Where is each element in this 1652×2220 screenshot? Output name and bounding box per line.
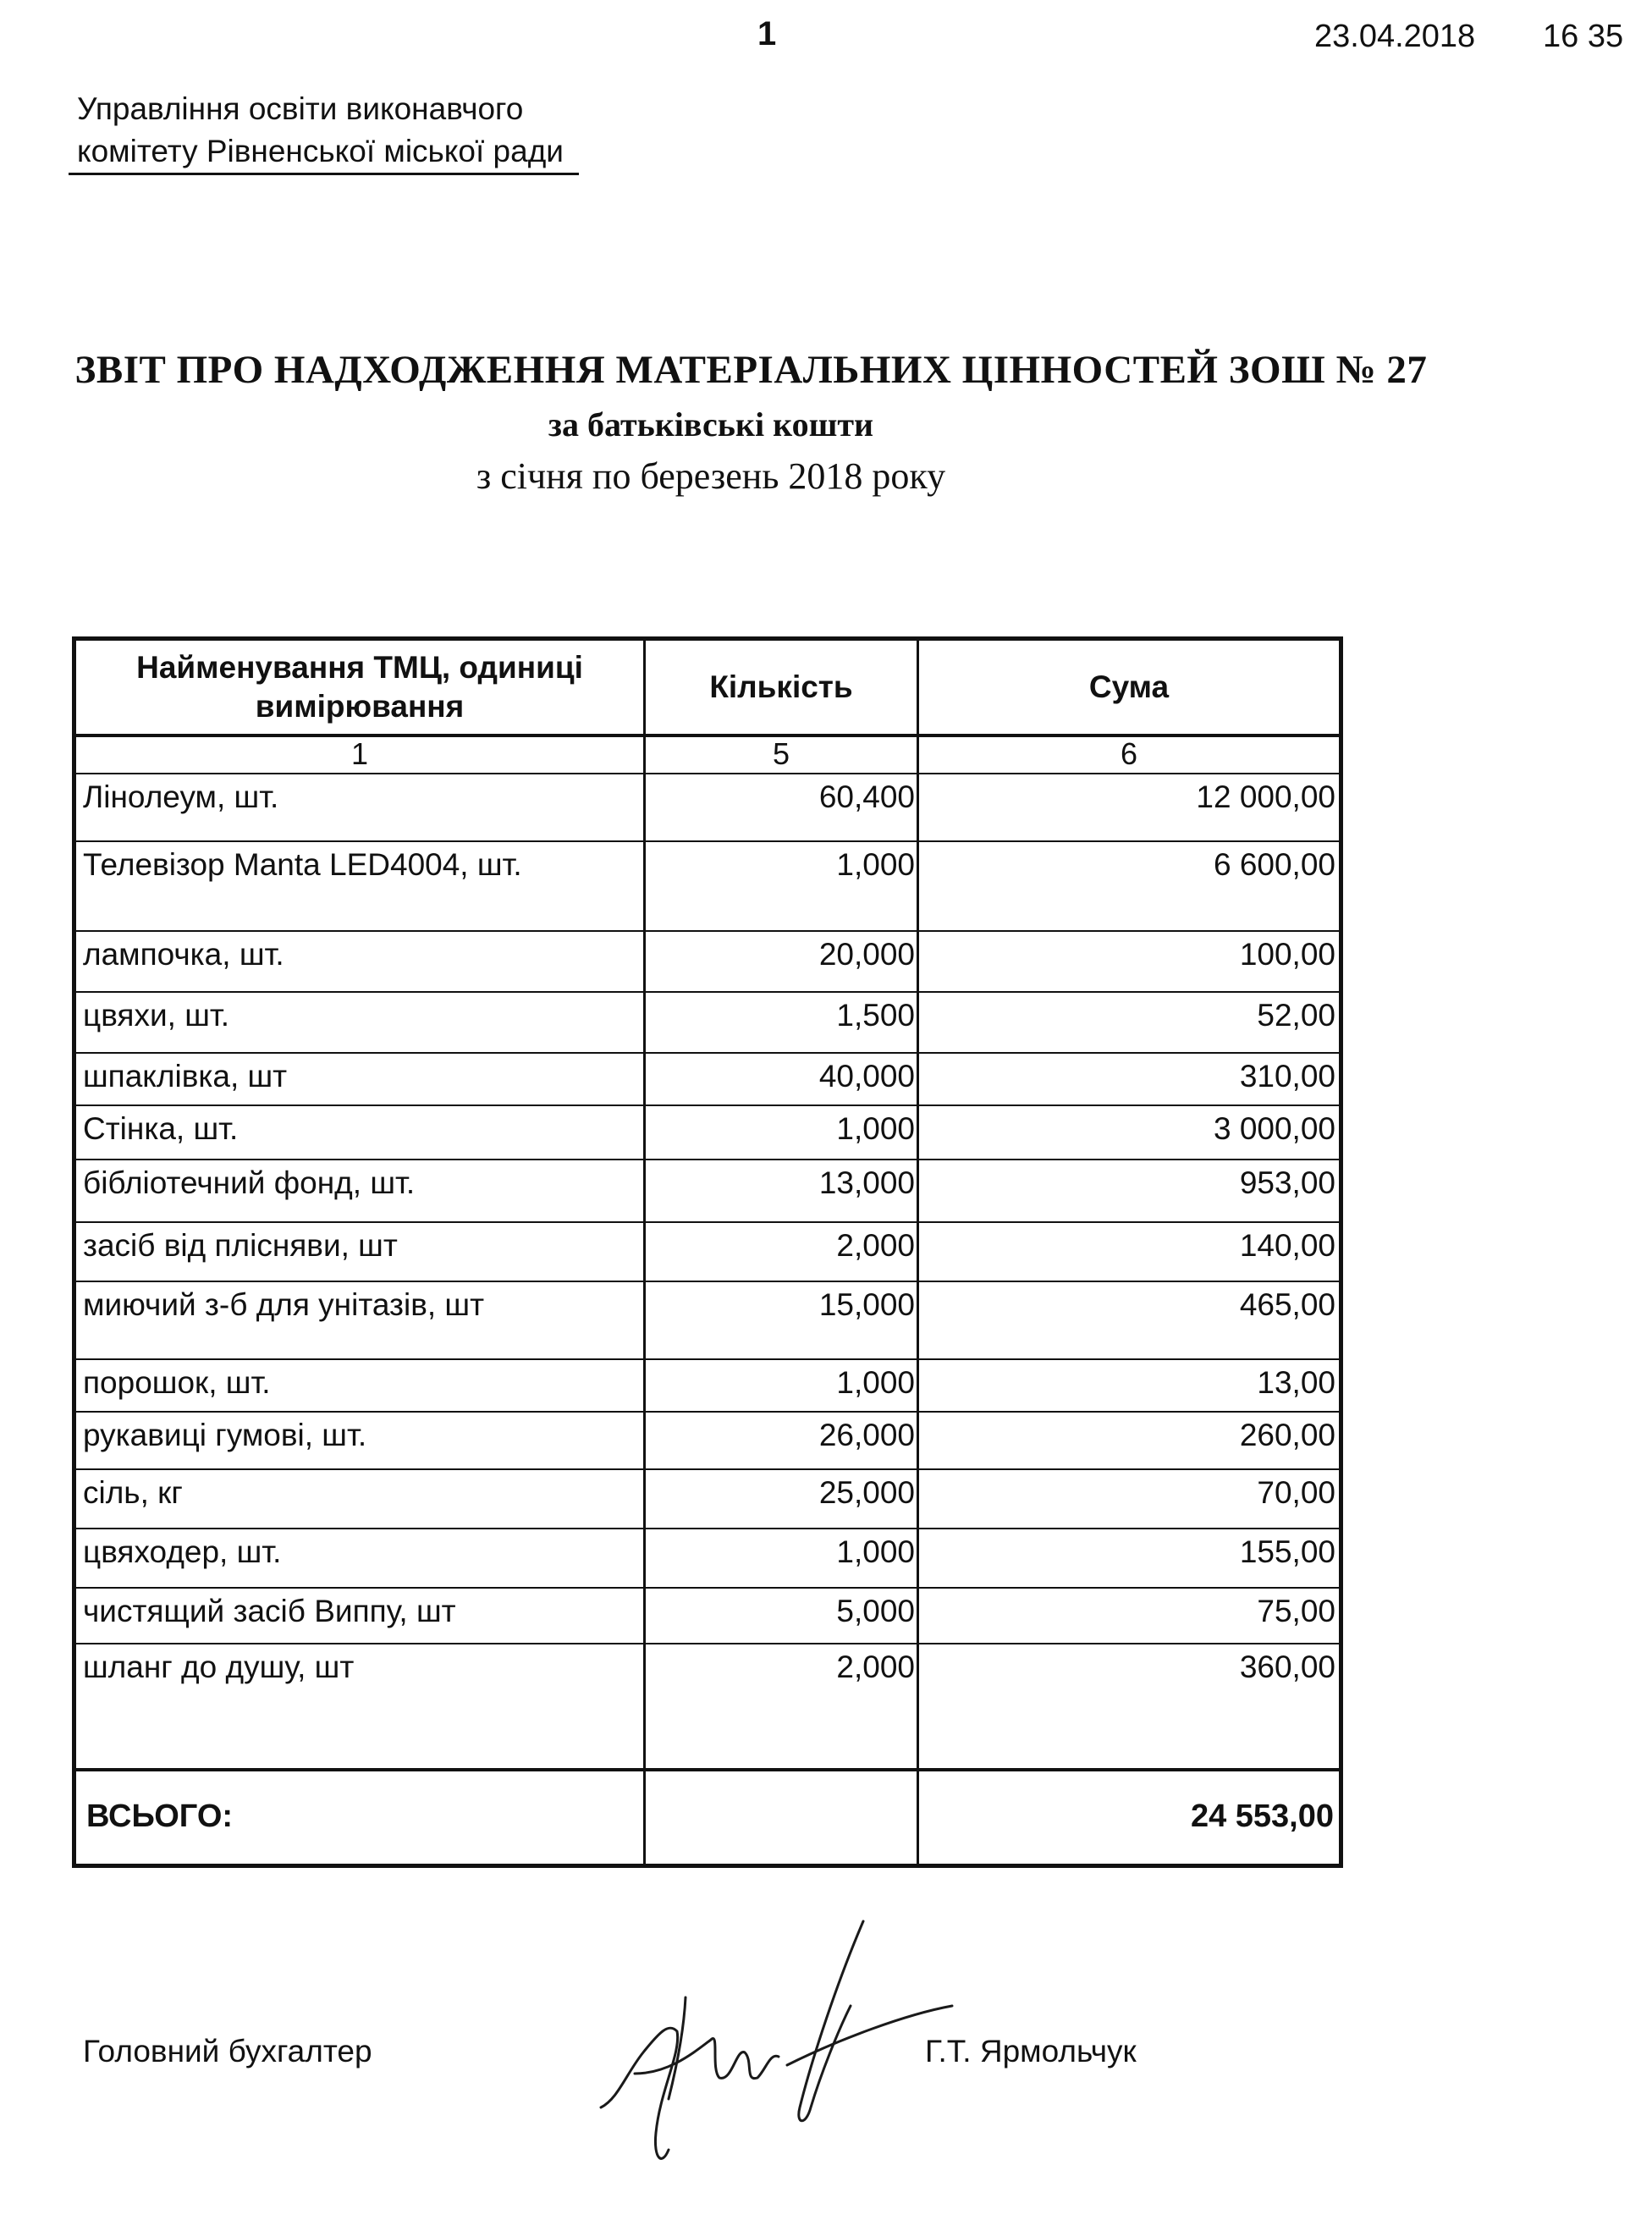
handwritten-signature [584, 1904, 956, 2196]
column-number-quantity: 5 [772, 736, 790, 771]
item-sum: 360,00 [1239, 1650, 1335, 1684]
receipts-table [72, 636, 1343, 1868]
table-row [76, 1411, 1339, 1468]
item-sum: 13,00 [1257, 1365, 1335, 1400]
item-name: миючий з-б для унітазів, шт [83, 1287, 485, 1322]
header-sum: Сума [1088, 669, 1170, 704]
item-quantity: 1,500 [836, 998, 915, 1033]
table-row [76, 773, 1339, 840]
table-row [76, 1052, 1339, 1104]
item-name: засіб від плісняви, шт [83, 1228, 398, 1263]
item-sum: 6 600,00 [1213, 847, 1335, 882]
item-quantity: 1,000 [836, 1534, 915, 1569]
item-quantity: 1,000 [836, 1111, 915, 1146]
item-name: рукавиці гумові, шт. [83, 1418, 367, 1452]
item-name: цвяходер, шт. [83, 1534, 282, 1569]
item-quantity: 2,000 [836, 1228, 915, 1263]
table-row [76, 1468, 1339, 1528]
item-quantity: 5,000 [836, 1594, 915, 1628]
print-time: 16 35 [1543, 19, 1624, 54]
total-label: ВСЬОГО: [86, 1799, 234, 1834]
item-name: порошок, шт. [83, 1365, 271, 1400]
item-sum: 310,00 [1239, 1059, 1335, 1093]
item-quantity: 60,400 [818, 779, 915, 814]
table-row [76, 1643, 1339, 1709]
total-divider [76, 1768, 1339, 1771]
item-quantity: 26,000 [818, 1418, 915, 1452]
item-sum: 75,00 [1257, 1594, 1335, 1628]
signature-graphic [584, 1904, 956, 2192]
organization-line-1: Управління освіти виконавчого [77, 91, 524, 126]
header-quantity: Кількість [709, 669, 853, 704]
table-row [76, 1358, 1339, 1411]
print-date: 23.04.2018 [1314, 19, 1476, 54]
page-number: 1 [757, 15, 777, 52]
item-name: цвяхи, шт. [83, 998, 230, 1033]
item-name: бібліотечний фонд, шт. [83, 1165, 416, 1200]
item-sum: 52,00 [1257, 998, 1335, 1033]
item-name: Лінолеум, шт. [83, 779, 279, 814]
item-sum: 140,00 [1239, 1228, 1335, 1263]
item-quantity: 2,000 [836, 1650, 915, 1684]
report-subtitle: за батьківські кошти [548, 405, 874, 443]
item-quantity: 1,000 [836, 1365, 915, 1400]
header-name: Найменування ТМЦ, одиниці вимірювання [136, 650, 583, 724]
item-sum: 465,00 [1239, 1287, 1335, 1322]
item-quantity: 25,000 [818, 1475, 915, 1510]
item-name: шланг до душу, шт [83, 1650, 355, 1684]
table-row [76, 1281, 1339, 1358]
item-sum: 155,00 [1239, 1534, 1335, 1569]
organization-block [77, 88, 579, 175]
table-row [76, 840, 1339, 930]
item-name: Стінка, шт. [83, 1111, 239, 1146]
item-sum: 260,00 [1239, 1418, 1335, 1452]
column-number-sum: 6 [1120, 736, 1138, 771]
item-sum: 70,00 [1257, 1475, 1335, 1510]
item-name: шпаклівка, шт [83, 1059, 288, 1093]
item-quantity: 15,000 [818, 1287, 915, 1322]
organization-line-2: комітету Рівненської міської ради [69, 130, 579, 175]
item-name: сіль, кг [83, 1475, 183, 1510]
item-quantity: 1,000 [836, 847, 915, 882]
item-name: Телевізор Manta LED4004, шт. [83, 847, 522, 882]
item-quantity: 20,000 [818, 937, 915, 972]
column-number-name: 1 [350, 736, 369, 771]
table-row [76, 1159, 1339, 1221]
total-sum: 24 553,00 [1190, 1799, 1334, 1834]
item-quantity: 13,000 [818, 1165, 915, 1200]
item-name: лампочка, шт. [83, 937, 284, 972]
table-row [76, 1528, 1339, 1587]
item-sum: 100,00 [1239, 937, 1335, 972]
table-row [76, 1104, 1339, 1159]
item-quantity: 40,000 [818, 1059, 915, 1093]
table-row [76, 1587, 1339, 1643]
item-sum: 3 000,00 [1213, 1111, 1335, 1146]
item-name: чистящий засіб Виппу, шт [83, 1594, 456, 1628]
table-row [76, 1221, 1339, 1281]
table-row [76, 991, 1339, 1052]
table-row [76, 930, 1339, 991]
signatory-role: Головний бухгалтер [83, 2034, 372, 2069]
report-title: ЗВІТ ПРО НАДХОДЖЕННЯ МАТЕРІАЛЬНИХ ЦІННОСТЕЙ ЗОШ № 27 [74, 348, 1428, 392]
item-sum: 12 000,00 [1196, 779, 1335, 814]
signatory-name: Г.Т. Ярмольчук [925, 2034, 1137, 2069]
item-sum: 953,00 [1239, 1165, 1335, 1200]
report-period: з січня по березень 2018 року [476, 455, 946, 497]
